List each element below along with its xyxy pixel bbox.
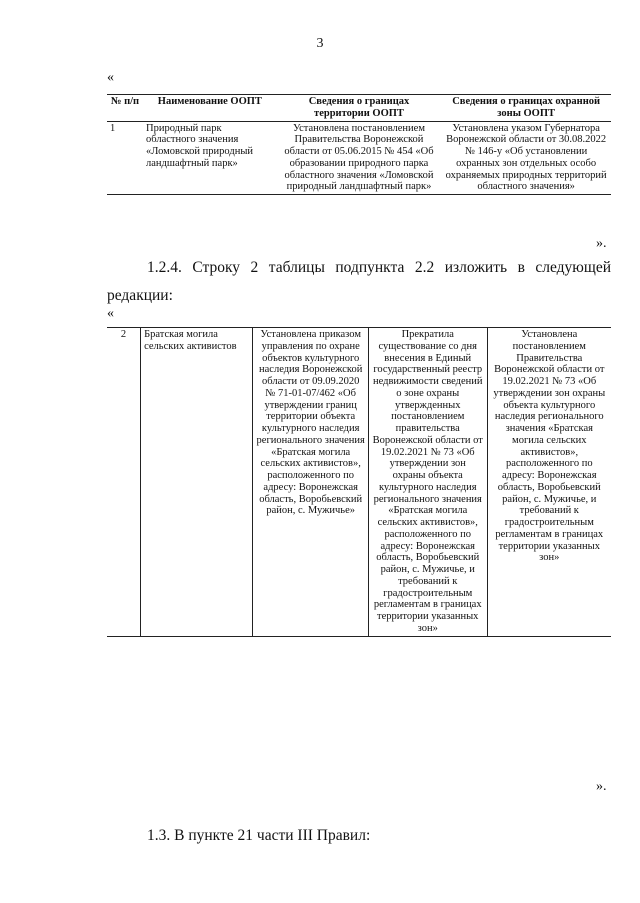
row-number: 1 <box>107 121 143 195</box>
row-number: 2 <box>107 328 141 637</box>
table-row <box>107 121 611 195</box>
header-number: № п/п <box>107 95 143 122</box>
header-protection-zone-borders: Сведения о границах охранной зоны ООПТ <box>441 95 611 122</box>
header-name: Наименование ООПТ <box>143 95 277 122</box>
paragraph-1-3: 1.3. В пункте 21 части III Правил: <box>147 827 371 844</box>
opening-quote-2: « <box>107 306 114 321</box>
page-number: 3 <box>316 36 324 51</box>
row-protection-zone: Установлена постановлением Правительства Воронежской области от 19.02.2021 № 73 «Об утверждении зон охраны объекта культурного наследия регионального значения «Братская могила сельских активистов», расположенного по адресу: Воронежская область, Воробьевский район, с. Мужичье, и требований к градостроительным регламентам в границах территории указанных зон» <box>487 328 611 637</box>
closing-quote-2: ». <box>596 779 607 794</box>
table-row <box>107 328 611 637</box>
row-territory-borders: Установлена приказом управления по охране объектов культурного наследия Воронежской области от 09.09.2020 № 71-01-07/462 «Об утверждении границ территории объекта культурного наследия регионального значения «Братская могила сельских активистов», расположенного по адресу: Воронежская область, Воробьевский район, с. Мужичье» <box>253 328 368 637</box>
row-name: Природный парк областного значения «Ломовской природный ландшафтный парк» <box>143 121 277 195</box>
paragraph-1-2-4: 1.2.4. Строку 2 таблицы подпункта 2.2 изложить в следующей редакции: <box>107 259 611 304</box>
row-territory-borders: Установлена постановлением Правительства Воронежской области от 05.06.2015 № 454 «Об образовании природного парка областного значения «Ломовской природный ландшафтный парк» <box>277 121 442 195</box>
monument-table <box>107 327 611 637</box>
closing-quote-1: ». <box>596 236 607 251</box>
row-former-zone: Прекратила существование со дня внесения в Единый государственный реестр недвижимости сведений о зоне охраны утвержденных постановлением правительства Воронежской области от 19.02.2021 № 73 «Об утверждении зон охраны объекта культурного наследия регионального значения «Братская могила сельских активистов», расположенного по адресу: Воронежская область, Воробьевский район, с. Мужичье, и требований к градостроительным регламентам в границах территории указанных зон» <box>368 328 487 637</box>
row-name: Братская могила сельских активистов <box>141 328 253 637</box>
table-header-row <box>107 95 611 122</box>
row-protection-zone-borders: Установлена указом Губернатора Воронежской области от 30.08.2022 № 146-у «Об установлении охранных зон отдельных особо охраняемых природных территорий областного значения» <box>441 121 611 195</box>
header-territory-borders: Сведения о границах территории ООПТ <box>277 95 442 122</box>
oopt-table <box>107 94 611 195</box>
opening-quote-1: « <box>107 70 114 85</box>
